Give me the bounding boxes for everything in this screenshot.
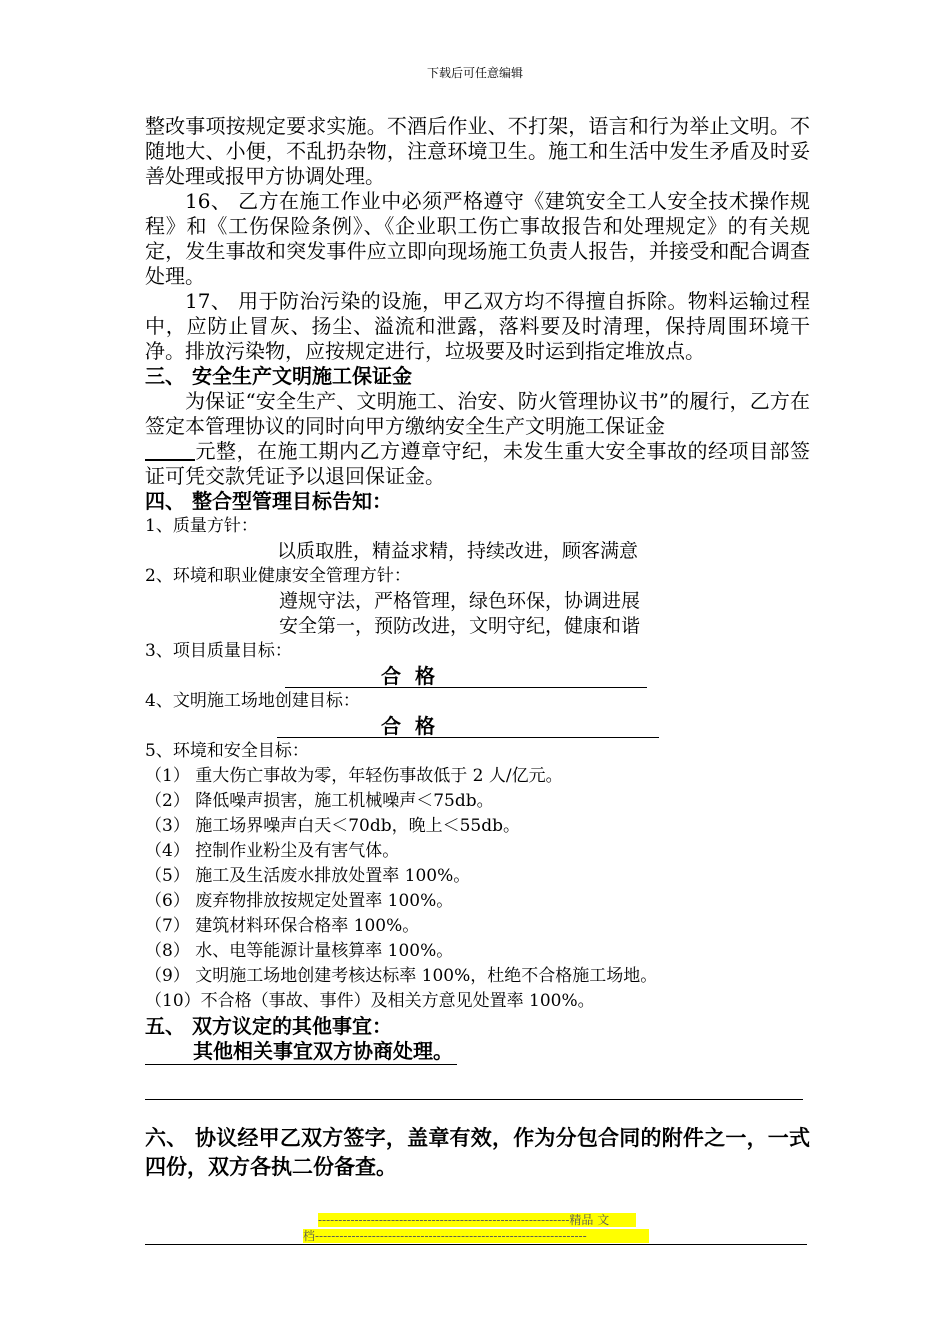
target-item-7: （7） 建筑材料环保合格率 100%。 bbox=[145, 916, 420, 936]
env-safety-policy-value-1: 遵规守法，严格管理，绿色环保，协调进展 bbox=[279, 590, 641, 612]
section-5-text: 其他相关事宜双方协商处理。 bbox=[145, 1039, 457, 1065]
section-5-heading: 五、 双方议定的其他事宜： bbox=[145, 1014, 392, 1038]
quality-policy-label: 1、质量方针： bbox=[145, 516, 258, 536]
target-item-1: （1） 重大伤亡事故为零，年轻伤事故低于 2 人/亿元。 bbox=[145, 766, 563, 786]
blank-row bbox=[145, 1065, 810, 1099]
section-4-heading: 四、 整合型管理目标告知： bbox=[145, 489, 392, 513]
section-6-text: 六、 协议经甲乙双方签字，盖章有效，作为分包合同的附件之一，一式四份，双方各执二份备查。 bbox=[145, 1126, 810, 1179]
footer-watermark-line-2: 档------------------------------------------------------------------- bbox=[303, 1229, 649, 1243]
target-item-4: （4） 控制作业粉尘及有害气体。 bbox=[145, 841, 400, 861]
target-item-3: （3） 施工场界噪声白天＜70db，晚上＜55db。 bbox=[145, 816, 521, 836]
env-safety-policy-label: 2、环境和职业健康安全管理方针： bbox=[145, 566, 411, 586]
env-safety-target-label: 5、环境和安全目标： bbox=[145, 741, 309, 761]
env-safety-policy-value-2: 安全第一，预防改进，文明守纪，健康和谐 bbox=[279, 615, 641, 637]
quality-target-field bbox=[145, 664, 810, 689]
site-target-field bbox=[145, 714, 810, 739]
paragraph-15-continued: 整改事项按规定要求实施。不酒后作业、不打架，语言和行为举止文明。不随地大、小便，不乱扔杂物，注意环境卫生。施工和生活中发生矛盾及时妥善处理或报甲方协调处理。 bbox=[145, 114, 810, 188]
quality-target-underline bbox=[285, 687, 647, 688]
target-item-5: （5） 施工及生活废水排放处置率 100%。 bbox=[145, 866, 471, 886]
paragraph-16: 16、 乙方在施工作业中必须严格遵守《建筑安全工人安全技术操作规程》和《工伤保险条例》、《企业职工伤亡事故报告和处理规定》的有关规定，发生事故和突发事件应立即向现场施工负责人报告，并接受和配合调查处理。 bbox=[145, 189, 810, 288]
target-item-8: （8） 水、电等能源计量核算率 100%。 bbox=[145, 941, 454, 961]
quality-policy-value: 以质取胜，精益求精，持续改进，顾客满意 bbox=[277, 540, 639, 562]
target-item-2: （2） 降低噪声损害，施工机械噪声＜75db。 bbox=[145, 791, 494, 811]
section-3-paragraph-b-text: 元整，在施工期内乙方遵章守纪，未发生重大安全事故的经项目部签证可凭交款凭证予以退回保证金。 bbox=[145, 439, 810, 488]
quality-target-value: 合格 bbox=[381, 664, 449, 688]
target-item-10: （10）不合格（事故、事件）及相关方意见处置率 100%。 bbox=[145, 991, 595, 1011]
target-item-6: （6） 废弃物排放按规定处置率 100%。 bbox=[145, 891, 454, 911]
paragraph-17: 17、 用于防治污染的设施，甲乙双方均不得擅自拆除。物料运输过程中，应防止冒灰、扬尘、溢流和泄露，落料要及时清理，保持周围环境干净。排放污染物，应按规定进行，垃圾要及时运到指定堆放点。 bbox=[145, 289, 810, 363]
section-5-text-row bbox=[145, 1039, 810, 1065]
page-header: 下载后可任意编辑 bbox=[426, 66, 523, 80]
quality-target-label: 3、项目质量目标： bbox=[145, 641, 292, 661]
target-item-9: （9） 文明施工场地创建考核达标率 100%，杜绝不合格施工场地。 bbox=[145, 966, 658, 986]
section-3-paragraph-a: 为保证“安全生产、文明施工、治安、防火管理协议书”的履行，乙方在签定本管理协议的同时向甲方缴纳安全生产文明施工保证金 bbox=[145, 389, 810, 438]
document-body bbox=[145, 114, 810, 1182]
site-target-underline bbox=[277, 737, 659, 738]
footer-watermark-line-1: --------------------------------------------------------------精品 文 bbox=[318, 1213, 636, 1227]
section-3-paragraph-b bbox=[145, 439, 810, 489]
site-target-value: 合格 bbox=[381, 714, 449, 738]
site-target-label: 4、文明施工场地创建目标： bbox=[145, 691, 360, 711]
spacer bbox=[145, 1100, 810, 1124]
footer-rule bbox=[145, 1244, 807, 1245]
section-3-heading: 三、 安全生产文明施工保证金 bbox=[145, 364, 412, 388]
deposit-amount-blank[interactable] bbox=[145, 439, 195, 461]
